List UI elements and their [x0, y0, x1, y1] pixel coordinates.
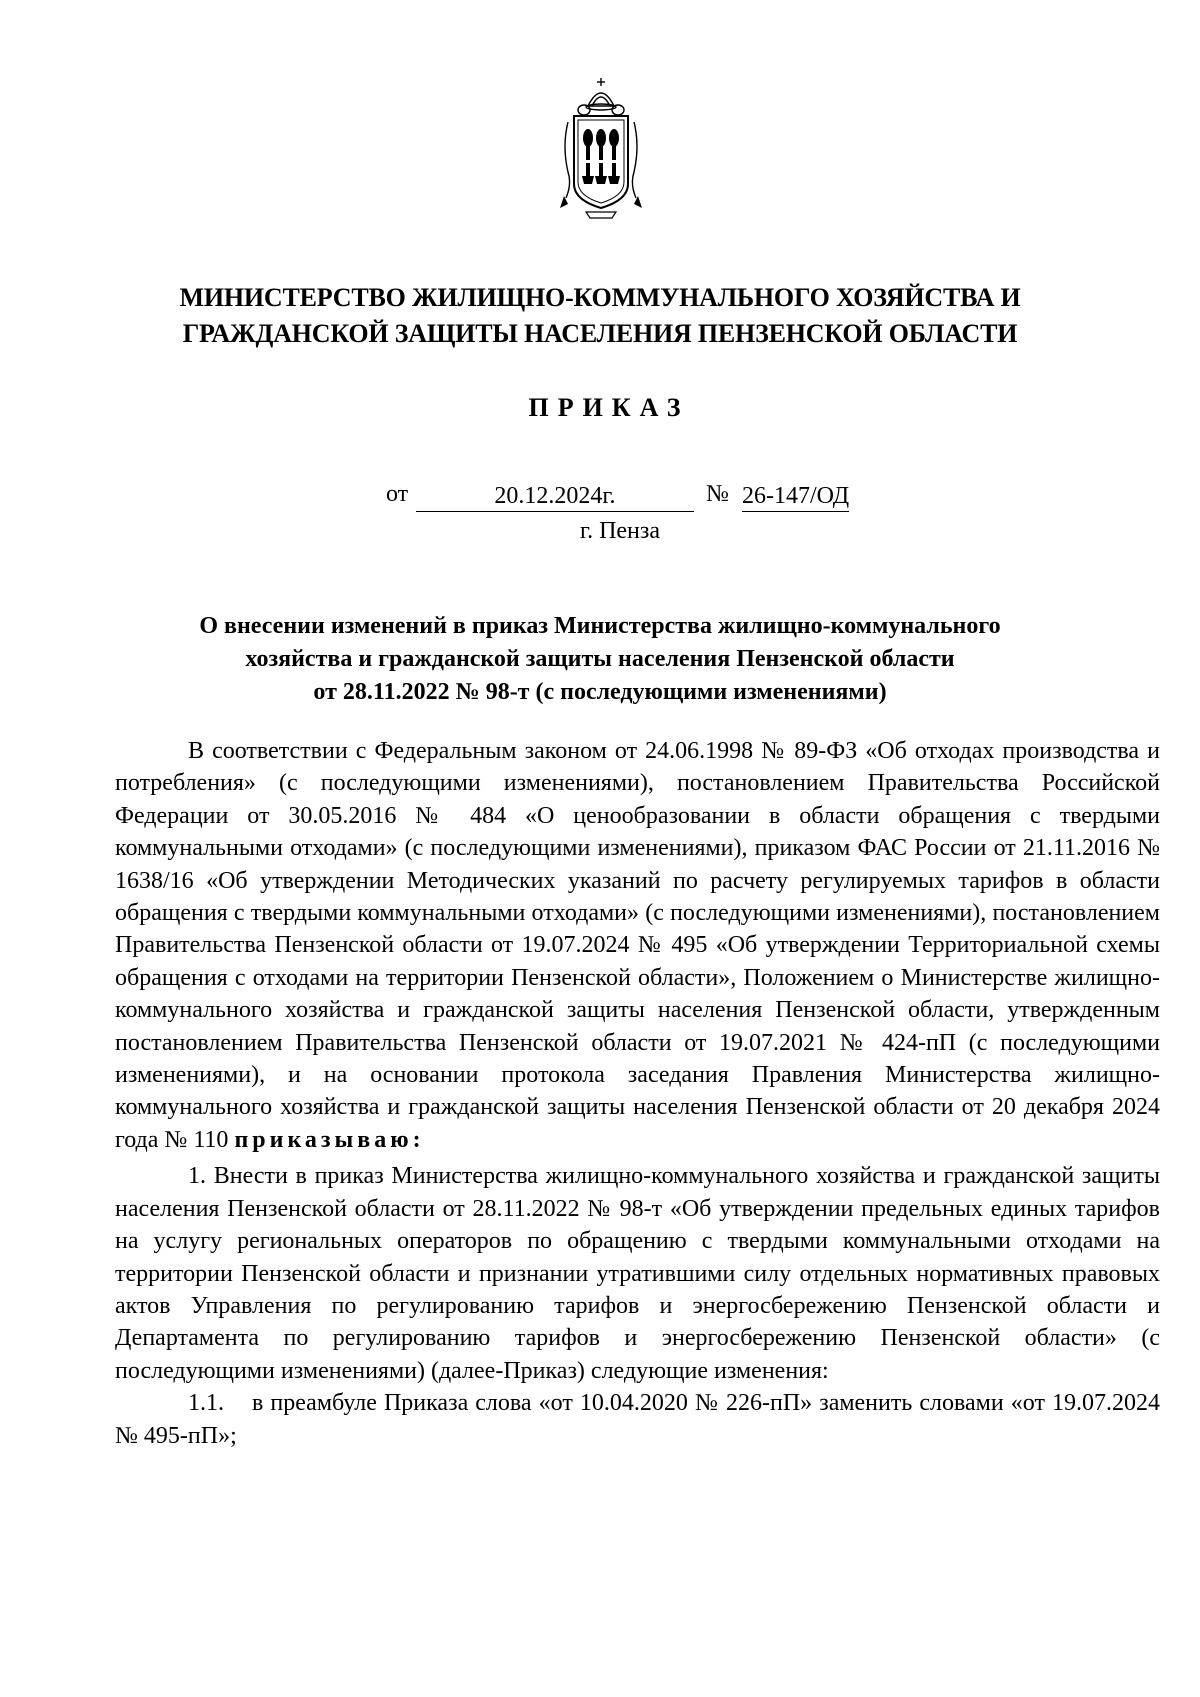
- order-directive-colon: :: [412, 1126, 421, 1153]
- item-1-1-number: 1.1.: [188, 1390, 224, 1417]
- order-subject: [0, 610, 1200, 709]
- item-1-1-text: в преамбуле Приказа слова «от 10.04.2020 № 226-пП» заменить словами «от 19.07.2024 № 495-пП»;: [115, 1390, 1160, 1449]
- order-date: 20.12.2024г.: [416, 481, 694, 512]
- order-directive-word: приказываю: [234, 1126, 413, 1153]
- order-date-number-line: [386, 481, 906, 513]
- number-label: №: [706, 481, 729, 507]
- document-type-title: ПРИКАЗ: [528, 393, 690, 422]
- preamble-paragraph: [115, 735, 1160, 1156]
- subject-line-2: хозяйства и гражданской защиты населения Пензенской области: [245, 646, 955, 672]
- date-label: от: [386, 481, 409, 507]
- document-body: [115, 735, 1160, 1452]
- preamble-text: В соответствии с Федеральным законом от 24.06.1998 № 89-ФЗ «Об отходах производства и потребления» (с последующими изменениями), постановлением Правительства Российской Федерации от 30.05.2016 № 484 «О ценообразовании в области обращения с твердыми коммунальными отходами» (с последующими изменениями), приказом ФАС России от 21.11.2016 № 1638/16 «Об утверждении Методических указаний по расчету регулируемых тарифов в области обращения с твердыми коммунальными отходами» (с последующими изменениями), постановлением Правительства Пензенской области от 19.07.2024 № 495 «Об утверждении Территориальной схемы обращения с отходами на территории Пензенской области», Положением о Министерстве жилищно-коммунального хозяйства и гражданской защиты населения Пензенской области, утвержденным постановлением Правительства Пензенской области от 19.07.2021 № 424-пП (с последующими изменениями), и на основании протокола заседания Правления Министерства жилищно-коммунального хозяйства и гражданской защиты населения Пензенской области от 20 декабря 2024 года № 110: [115, 738, 1160, 1153]
- ministry-name-line-1: МИНИСТЕРСТВО ЖИЛИЩНО-КОММУНАЛЬНОГО ХОЗЯЙСТВА И: [179, 283, 1021, 312]
- ministry-name: [0, 280, 1200, 352]
- item-1-paragraph: 1. Внести в приказ Министерства жилищно-коммунального хозяйства и гражданской защиты населения Пензенской области от 28.11.2022 № 98-т «Об утверждении предельных единых тарифов на услугу региональных операторов по обращению с твердыми коммунальными отходами на территории Пензенской области и признании утратившими силу отдельных нормативных правовых актов Управления по регулированию тарифов и энергосбережению Пензенской области и Департамента по регулированию тарифов и энергосбережению Пензенской области» (с последующими изменениями) (далее-Приказ) следующие изменения:: [115, 1163, 1160, 1384]
- penza-region-coat-of-arms-icon: [558, 76, 644, 222]
- item-1-1-paragraph: [115, 1387, 1160, 1452]
- subject-line-3: от 28.11.2022 № 98-т (с последующими изменениями): [313, 679, 887, 705]
- order-number: 26-147/ОД: [742, 481, 849, 512]
- ministry-name-line-2: ГРАЖДАНСКОЙ ЗАЩИТЫ НАСЕЛЕНИЯ ПЕНЗЕНСКОЙ ОБЛАСТИ: [182, 319, 1018, 348]
- subject-line-1: О внесении изменений в приказ Министерства жилищно-коммунального: [199, 613, 1001, 639]
- issue-city: г. Пенза: [579, 518, 661, 544]
